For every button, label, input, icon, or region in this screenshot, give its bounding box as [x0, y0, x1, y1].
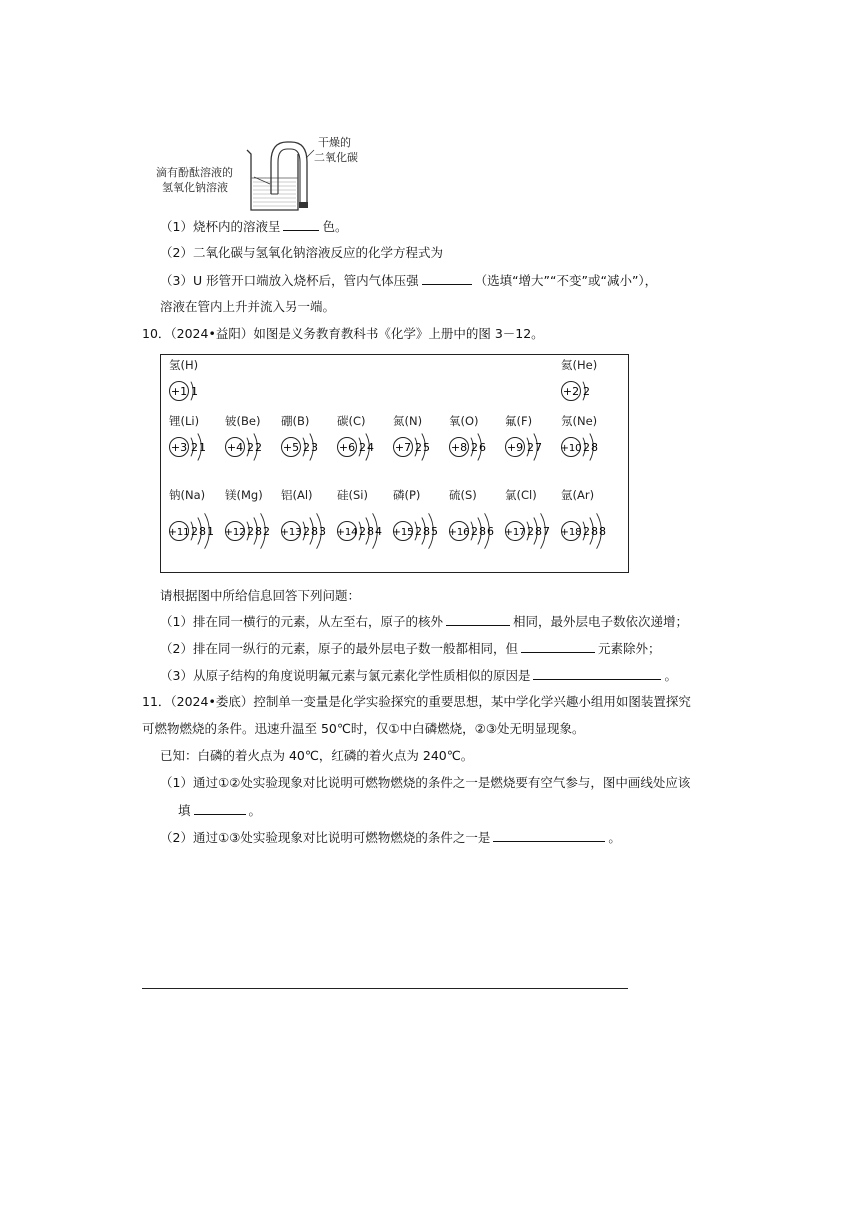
element-name: 硼(B) — [281, 414, 310, 428]
atom-cell — [447, 413, 503, 473]
q11-part2-blank[interactable] — [493, 828, 605, 842]
q10-part3 — [160, 666, 677, 685]
element-name: 碳(C) — [337, 414, 366, 428]
nucleus-charge: +16 — [448, 527, 470, 538]
atom-diagram — [335, 433, 395, 473]
element-name: 氧(O) — [449, 414, 479, 428]
nucleus-charge: +15 — [392, 527, 414, 538]
atom-cell — [279, 487, 335, 547]
q11-part2 — [160, 828, 621, 847]
q10-part3-tail: 。 — [664, 668, 677, 683]
atom-diagram — [503, 517, 563, 557]
q10-part3-text: （3）从原子结构的角度说明氟元素与氯元素化学性质相似的原因是 — [160, 668, 531, 683]
electron-count: 2 — [303, 525, 310, 538]
q11-part1-blank[interactable] — [194, 801, 246, 815]
electron-count: 7 — [535, 441, 542, 454]
q9-part1 — [160, 217, 347, 236]
q11-line1: 11．（2024•娄底）控制单一变量是化学实验探究的重要思想，某中学化学兴趣小组用如图装置探究 — [142, 694, 691, 709]
apparatus-label-solution-2: 氢氧化钠溶液 — [162, 181, 228, 194]
nucleus-charge: +1 — [170, 385, 188, 398]
electron-count: 8 — [199, 525, 206, 538]
apparatus-label-co2-2: 二氧化碳 — [314, 151, 358, 164]
element-name: 锂(Li) — [169, 414, 200, 428]
nucleus-charge: +12 — [224, 527, 246, 538]
atom-cell — [559, 357, 615, 417]
q11-part2-tail: 。 — [608, 830, 621, 845]
electron-count: 2 — [471, 441, 478, 454]
electron-count: 8 — [367, 525, 374, 538]
electron-count: 5 — [431, 525, 438, 538]
electron-count: 8 — [591, 441, 598, 454]
q9-part3-continuation: 溶液在管内上升并流入另一端。 — [160, 299, 336, 314]
q9-part1-text: （1）烧杯内的溶液呈 — [160, 219, 281, 234]
electron-count: 2 — [583, 385, 590, 398]
q9-part3 — [160, 271, 657, 290]
electron-count: 2 — [583, 441, 590, 454]
element-name: 氢(H) — [169, 358, 199, 372]
atom-cell — [391, 413, 447, 473]
electron-count: 4 — [367, 441, 374, 454]
electron-count: 2 — [247, 441, 254, 454]
nucleus-charge: +5 — [282, 441, 300, 454]
nucleus-charge: +6 — [338, 441, 356, 454]
atom-cell — [167, 487, 223, 547]
nucleus-charge: +18 — [560, 527, 582, 538]
electron-count: 2 — [583, 525, 590, 538]
element-name: 氮(N) — [393, 414, 423, 428]
q11-part1-tail: 。 — [248, 803, 262, 818]
atom-structure-table — [160, 354, 629, 573]
electron-count: 6 — [479, 441, 486, 454]
electron-count: 2 — [359, 525, 366, 538]
element-name: 氩(Ar) — [561, 488, 595, 502]
element-name: 铝(Al) — [281, 488, 313, 502]
electron-count: 1 — [207, 525, 214, 538]
apparatus-figure — [150, 132, 380, 214]
electron-count: 8 — [311, 525, 318, 538]
atom-cell — [447, 487, 503, 547]
electron-count: 8 — [479, 525, 486, 538]
nucleus-charge: +7 — [394, 441, 412, 454]
atom-cell — [559, 487, 615, 547]
nucleus-charge: +9 — [506, 441, 524, 454]
atom-diagram — [503, 433, 563, 473]
nucleus-charge: +17 — [504, 527, 526, 538]
atom-diagram — [559, 433, 619, 473]
q10-part1-tail: 相同，最外层电子数依次递增； — [512, 614, 688, 629]
electron-count: 2 — [415, 441, 422, 454]
atom-cell — [335, 413, 391, 473]
atom-diagram — [279, 433, 339, 473]
atom-cell — [223, 487, 279, 547]
atom-diagram — [223, 433, 283, 473]
nucleus-charge: +2 — [562, 385, 580, 398]
electron-count: 1 — [199, 441, 206, 454]
element-name: 磷(P) — [393, 488, 421, 502]
element-name: 氟(F) — [505, 414, 533, 428]
electron-count: 6 — [487, 525, 494, 538]
atom-cell — [503, 413, 559, 473]
electron-count: 2 — [471, 525, 478, 538]
electron-count: 8 — [423, 525, 430, 538]
footer-rule — [142, 988, 628, 989]
electron-count: 7 — [543, 525, 550, 538]
electron-count: 2 — [191, 525, 198, 538]
nucleus-charge: +3 — [170, 441, 188, 454]
atom-diagram — [447, 433, 507, 473]
q10-part1-text: （1）排在同一横行的元素，从左至右，原子的核外 — [160, 614, 443, 629]
electron-count: 4 — [375, 525, 382, 538]
atom-cell — [559, 413, 615, 473]
q11-line3: 已知：白磷的着火点为 40℃，红磷的着火点为 240℃。 — [160, 748, 474, 763]
q10-part2-tail: 元素除外； — [597, 641, 661, 656]
element-name: 氖(Ne) — [561, 414, 598, 428]
electron-count: 2 — [191, 441, 198, 454]
electron-count: 2 — [527, 525, 534, 538]
atom-cell — [503, 487, 559, 547]
q10-part3-blank[interactable] — [533, 666, 661, 680]
atom-diagram — [167, 517, 227, 557]
nucleus-charge: +4 — [226, 441, 244, 454]
electron-count: 2 — [263, 525, 270, 538]
element-name: 钠(Na) — [169, 488, 206, 502]
q10-prompt: 请根据图中所给信息回答下列问题： — [160, 588, 361, 603]
nucleus-charge: +10 — [560, 443, 582, 454]
element-name: 铍(Be) — [225, 414, 261, 428]
atom-diagram — [559, 517, 619, 557]
q10-part2-blank[interactable] — [521, 639, 595, 653]
nucleus-charge: +8 — [450, 441, 468, 454]
element-name: 氦(He) — [561, 358, 598, 372]
electron-count: 2 — [359, 441, 366, 454]
q11-part1-text: 填 — [178, 803, 191, 818]
electron-count: 3 — [311, 441, 318, 454]
electron-count: 8 — [255, 525, 262, 538]
electron-count: 2 — [415, 525, 422, 538]
element-name: 硫(S) — [449, 488, 477, 502]
nucleus-charge: +11 — [168, 527, 190, 538]
atom-diagram — [335, 517, 395, 557]
electron-count: 2 — [303, 441, 310, 454]
q10-part2-text: （2）排在同一纵行的元素，原子的最外层电子数一般都相同，但 — [160, 641, 518, 656]
q9-part1-blank[interactable] — [283, 217, 319, 231]
q11-part1-line1: （1）通过①②处实验现象对比说明可燃物燃烧的条件之一是燃烧要有空气参与，图中画线处应该 — [160, 775, 691, 790]
atom-cell — [167, 357, 223, 417]
element-name: 氯(Cl) — [505, 488, 537, 502]
electron-count: 8 — [535, 525, 542, 538]
nucleus-charge: +14 — [336, 527, 358, 538]
electron-count: 2 — [247, 525, 254, 538]
electron-count: 5 — [423, 441, 430, 454]
q10-header: 10．（2024•益阳）如图是义务教育教科书《化学》上册中的图 3－12。 — [142, 326, 544, 341]
apparatus-label-solution-1: 滴有酚酞溶液的 — [156, 166, 233, 179]
q9-part1-tail: 色。 — [322, 219, 348, 234]
atom-diagram — [391, 517, 451, 557]
q9-part3-blank[interactable] — [422, 271, 472, 285]
atom-diagram — [447, 517, 507, 557]
atom-cell — [391, 487, 447, 547]
element-name: 硅(Si) — [337, 488, 368, 502]
electron-count: 8 — [591, 525, 598, 538]
atom-cell — [223, 413, 279, 473]
atom-cell — [167, 413, 223, 473]
electron-count: 2 — [255, 441, 262, 454]
q10-part2 — [160, 639, 660, 658]
atom-diagram — [559, 377, 619, 417]
q9-part3-tail: （选填“增大”“不变”或“减小”）， — [474, 273, 658, 288]
atom-cell — [335, 487, 391, 547]
q11-part2-text: （2）通过①③处实验现象对比说明可燃物燃烧的条件之一是 — [160, 830, 491, 845]
electron-count: 3 — [319, 525, 326, 538]
q9-part3-text: （3）U 形管开口端放入烧杯后，管内气体压强 — [160, 273, 419, 288]
q10-part1 — [160, 612, 688, 631]
q9-part2: （2）二氧化碳与氢氧化钠溶液反应的化学方程式为 — [160, 245, 443, 260]
atom-cell — [279, 413, 335, 473]
atom-diagram — [223, 517, 283, 557]
nucleus-charge: +13 — [280, 527, 302, 538]
q10-part1-blank[interactable] — [446, 612, 510, 626]
apparatus-label-co2-1: 干燥的 — [318, 136, 351, 149]
electron-count: 2 — [527, 441, 534, 454]
element-name: 镁(Mg) — [225, 488, 263, 502]
atom-diagram — [167, 377, 227, 417]
electron-count: 8 — [599, 525, 606, 538]
atom-diagram — [279, 517, 339, 557]
q11-line2: 可燃物燃烧的条件。迅速升温至 50℃时，仅①中白磷燃烧，②③处无明显现象。 — [142, 721, 585, 736]
atom-diagram — [167, 433, 227, 473]
electron-count: 1 — [191, 385, 198, 398]
atom-diagram — [391, 433, 451, 473]
q11-part1-line2 — [178, 801, 261, 820]
